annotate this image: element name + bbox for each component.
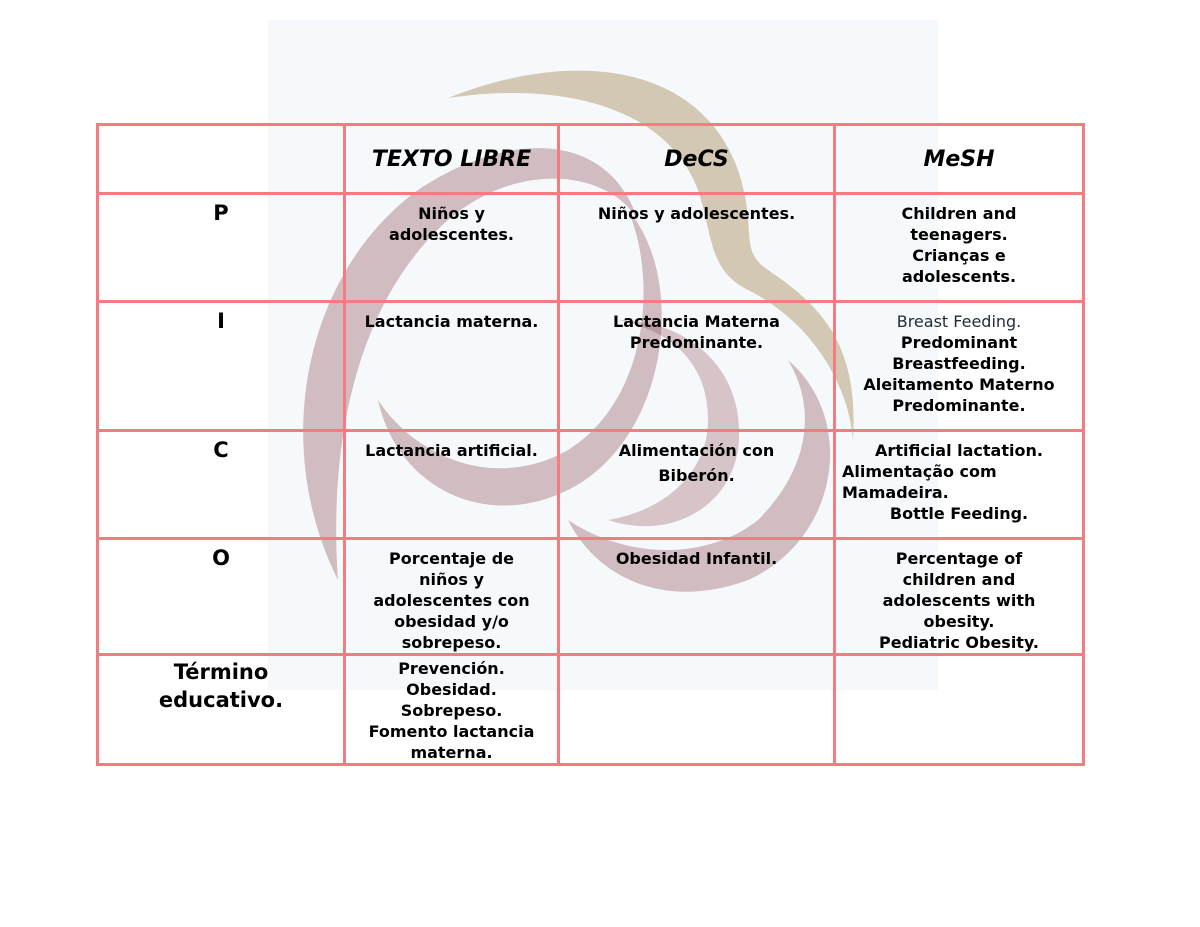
- header-decs: DeCS: [559, 125, 835, 194]
- cell-p-texto-libre: Niños y adolescentes.: [345, 194, 559, 302]
- table-row-i: [98, 302, 1084, 431]
- cell-termino-mesh: [835, 655, 1084, 765]
- header-texto-libre: TEXTO LIBRE: [345, 125, 559, 194]
- row-label-c: C: [98, 431, 345, 539]
- cell-o-decs: Obesidad Infantil.: [559, 539, 835, 655]
- cell-p-decs: Niños y adolescentes.: [559, 194, 835, 302]
- table-row-termino: [98, 655, 1084, 765]
- cell-c-mesh: Artificial lactation. Alimentação com Mamadeira. Bottle Feeding.: [835, 431, 1084, 539]
- row-label-o: O: [98, 539, 345, 655]
- header-row: [98, 125, 1084, 194]
- cell-i-mesh: Breast Feeding. Predominant Breastfeeding. Aleitamento Materno Predominante.: [835, 302, 1084, 431]
- row-label-termino: Término educativo.: [98, 655, 345, 765]
- table-row-o: [98, 539, 1084, 655]
- header-mesh: MeSH: [835, 125, 1084, 194]
- cell-i-decs: Lactancia Materna Predominante.: [559, 302, 835, 431]
- cell-i-texto-libre: Lactancia materna.: [345, 302, 559, 431]
- pico-table: [96, 123, 1085, 766]
- table-row-p: [98, 194, 1084, 302]
- header-empty-cell: [98, 125, 345, 194]
- row-label-i: I: [98, 302, 345, 431]
- table-row-c: [98, 431, 1084, 539]
- cell-termino-decs: [559, 655, 835, 765]
- cell-termino-texto-libre: Prevención. Obesidad. Sobrepeso. Fomento lactancia materna.: [345, 655, 559, 765]
- cell-o-texto-libre: Porcentaje de niños y adolescentes con obesidad y/o sobrepeso.: [345, 539, 559, 655]
- cell-p-mesh: Children and teenagers. Crianças e adolescents.: [835, 194, 1084, 302]
- cell-c-decs: Alimentación con Biberón.: [559, 431, 835, 539]
- cell-o-mesh: Percentage of children and adolescents with obesity. Pediatric Obesity.: [835, 539, 1084, 655]
- cell-c-texto-libre: Lactancia artificial.: [345, 431, 559, 539]
- row-label-p: P: [98, 194, 345, 302]
